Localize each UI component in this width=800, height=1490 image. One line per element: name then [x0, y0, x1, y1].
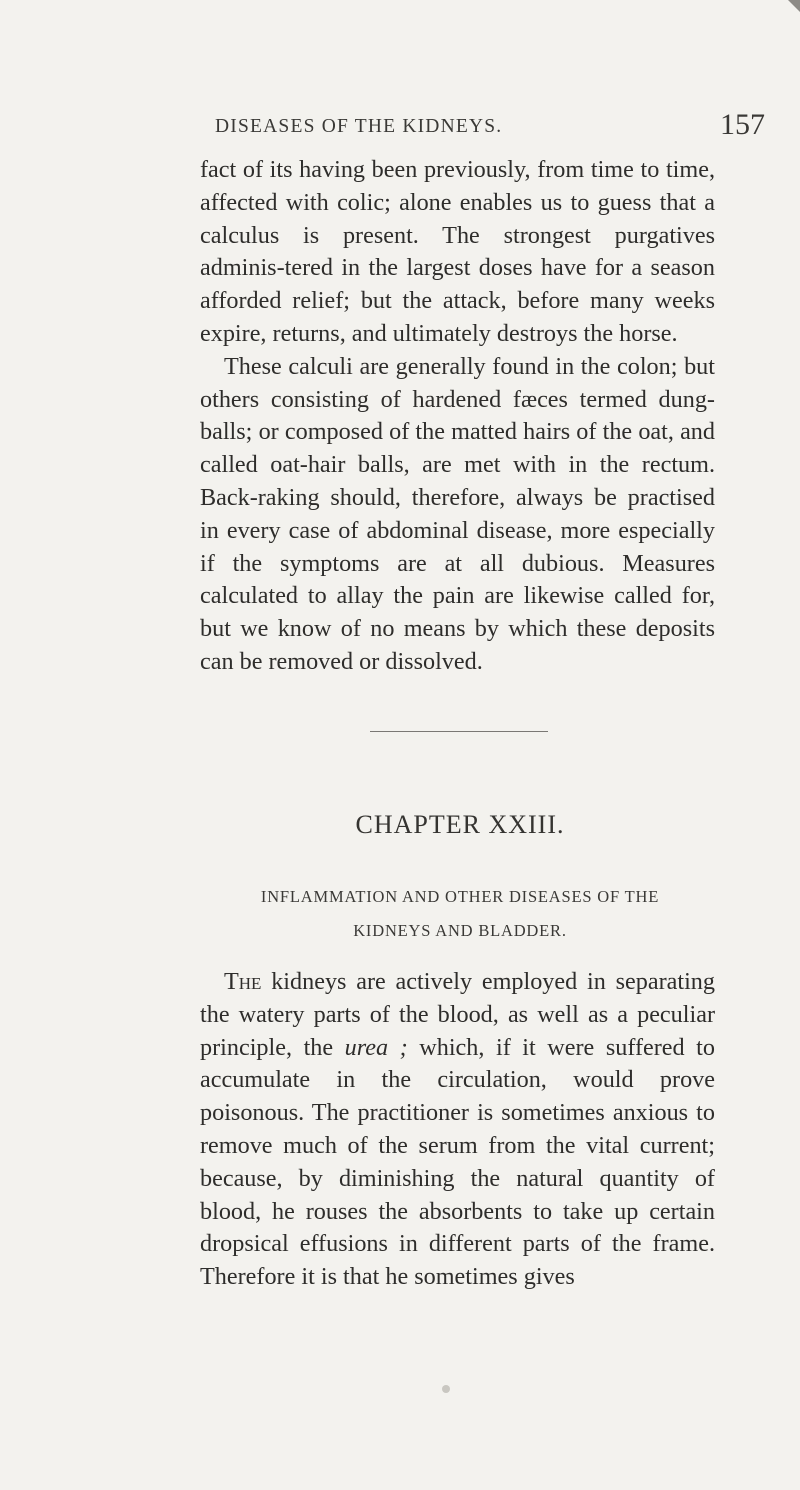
chapter-subtitle: [200, 880, 720, 948]
paragraph-continuation: fact of its having been previously, from time to time, affected with colic; alone enables us to guess that a calculus is present. The strongest purgatives adminis-tered in the largest doses have for a season afforded relief; but the attack, before many weeks expire, returns, and ultimately destroys the horse.: [200, 156, 715, 347]
running-head: DISEASES OF THE KIDNEYS.: [215, 116, 503, 137]
page-number: 157: [720, 108, 765, 141]
paragraph-calculi: These calculi are generally found in the colon; but others consisting of hardened fæces termed dung-balls; or composed of the matted hairs of the oat, and called oat-hair balls, are met with in the rectum. Back-raking should, therefore, always be practised in every case of abdominal disease, more especially if the symptoms are at all dubious. Measures calculated to allay the pain are likewise called for, but we know of no means by which these deposits can be removed or dissolved.: [200, 352, 715, 675]
opening-text: kidneys are actively employed in separating the watery parts of the blood, as well as a peculiar principle, the: [200, 968, 715, 1061]
opening-word: The: [224, 968, 262, 995]
page-corner-mark: [788, 0, 800, 12]
chapter-subtitle-line-2: KIDNEYS AND BLADDER.: [353, 921, 567, 940]
chapter-subtitle-line-1: INFLAMMATION AND OTHER DISEASES OF THE: [260, 887, 660, 906]
body-text-top: [200, 154, 715, 679]
chapter-heading: CHAPTER XXIII.: [355, 810, 565, 839]
chapter-opening-paragraph: [200, 966, 715, 1294]
paper-speck: [442, 1385, 450, 1393]
body-text-chapter: [200, 966, 715, 1294]
continuing-text: which, if it were suffered to accumulate in the circulation, would prove poisonous. The practitioner is sometimes anxious to remove much of the serum from the vital current; because, by diminishing the natural quantity of blood, he rouses the absorbents to take up certain dropsical effusions in different parts of the frame. Therefore it is that he sometimes gives: [200, 1033, 715, 1291]
section-divider: [370, 731, 548, 732]
italic-term-urea: urea ;: [344, 1033, 408, 1061]
